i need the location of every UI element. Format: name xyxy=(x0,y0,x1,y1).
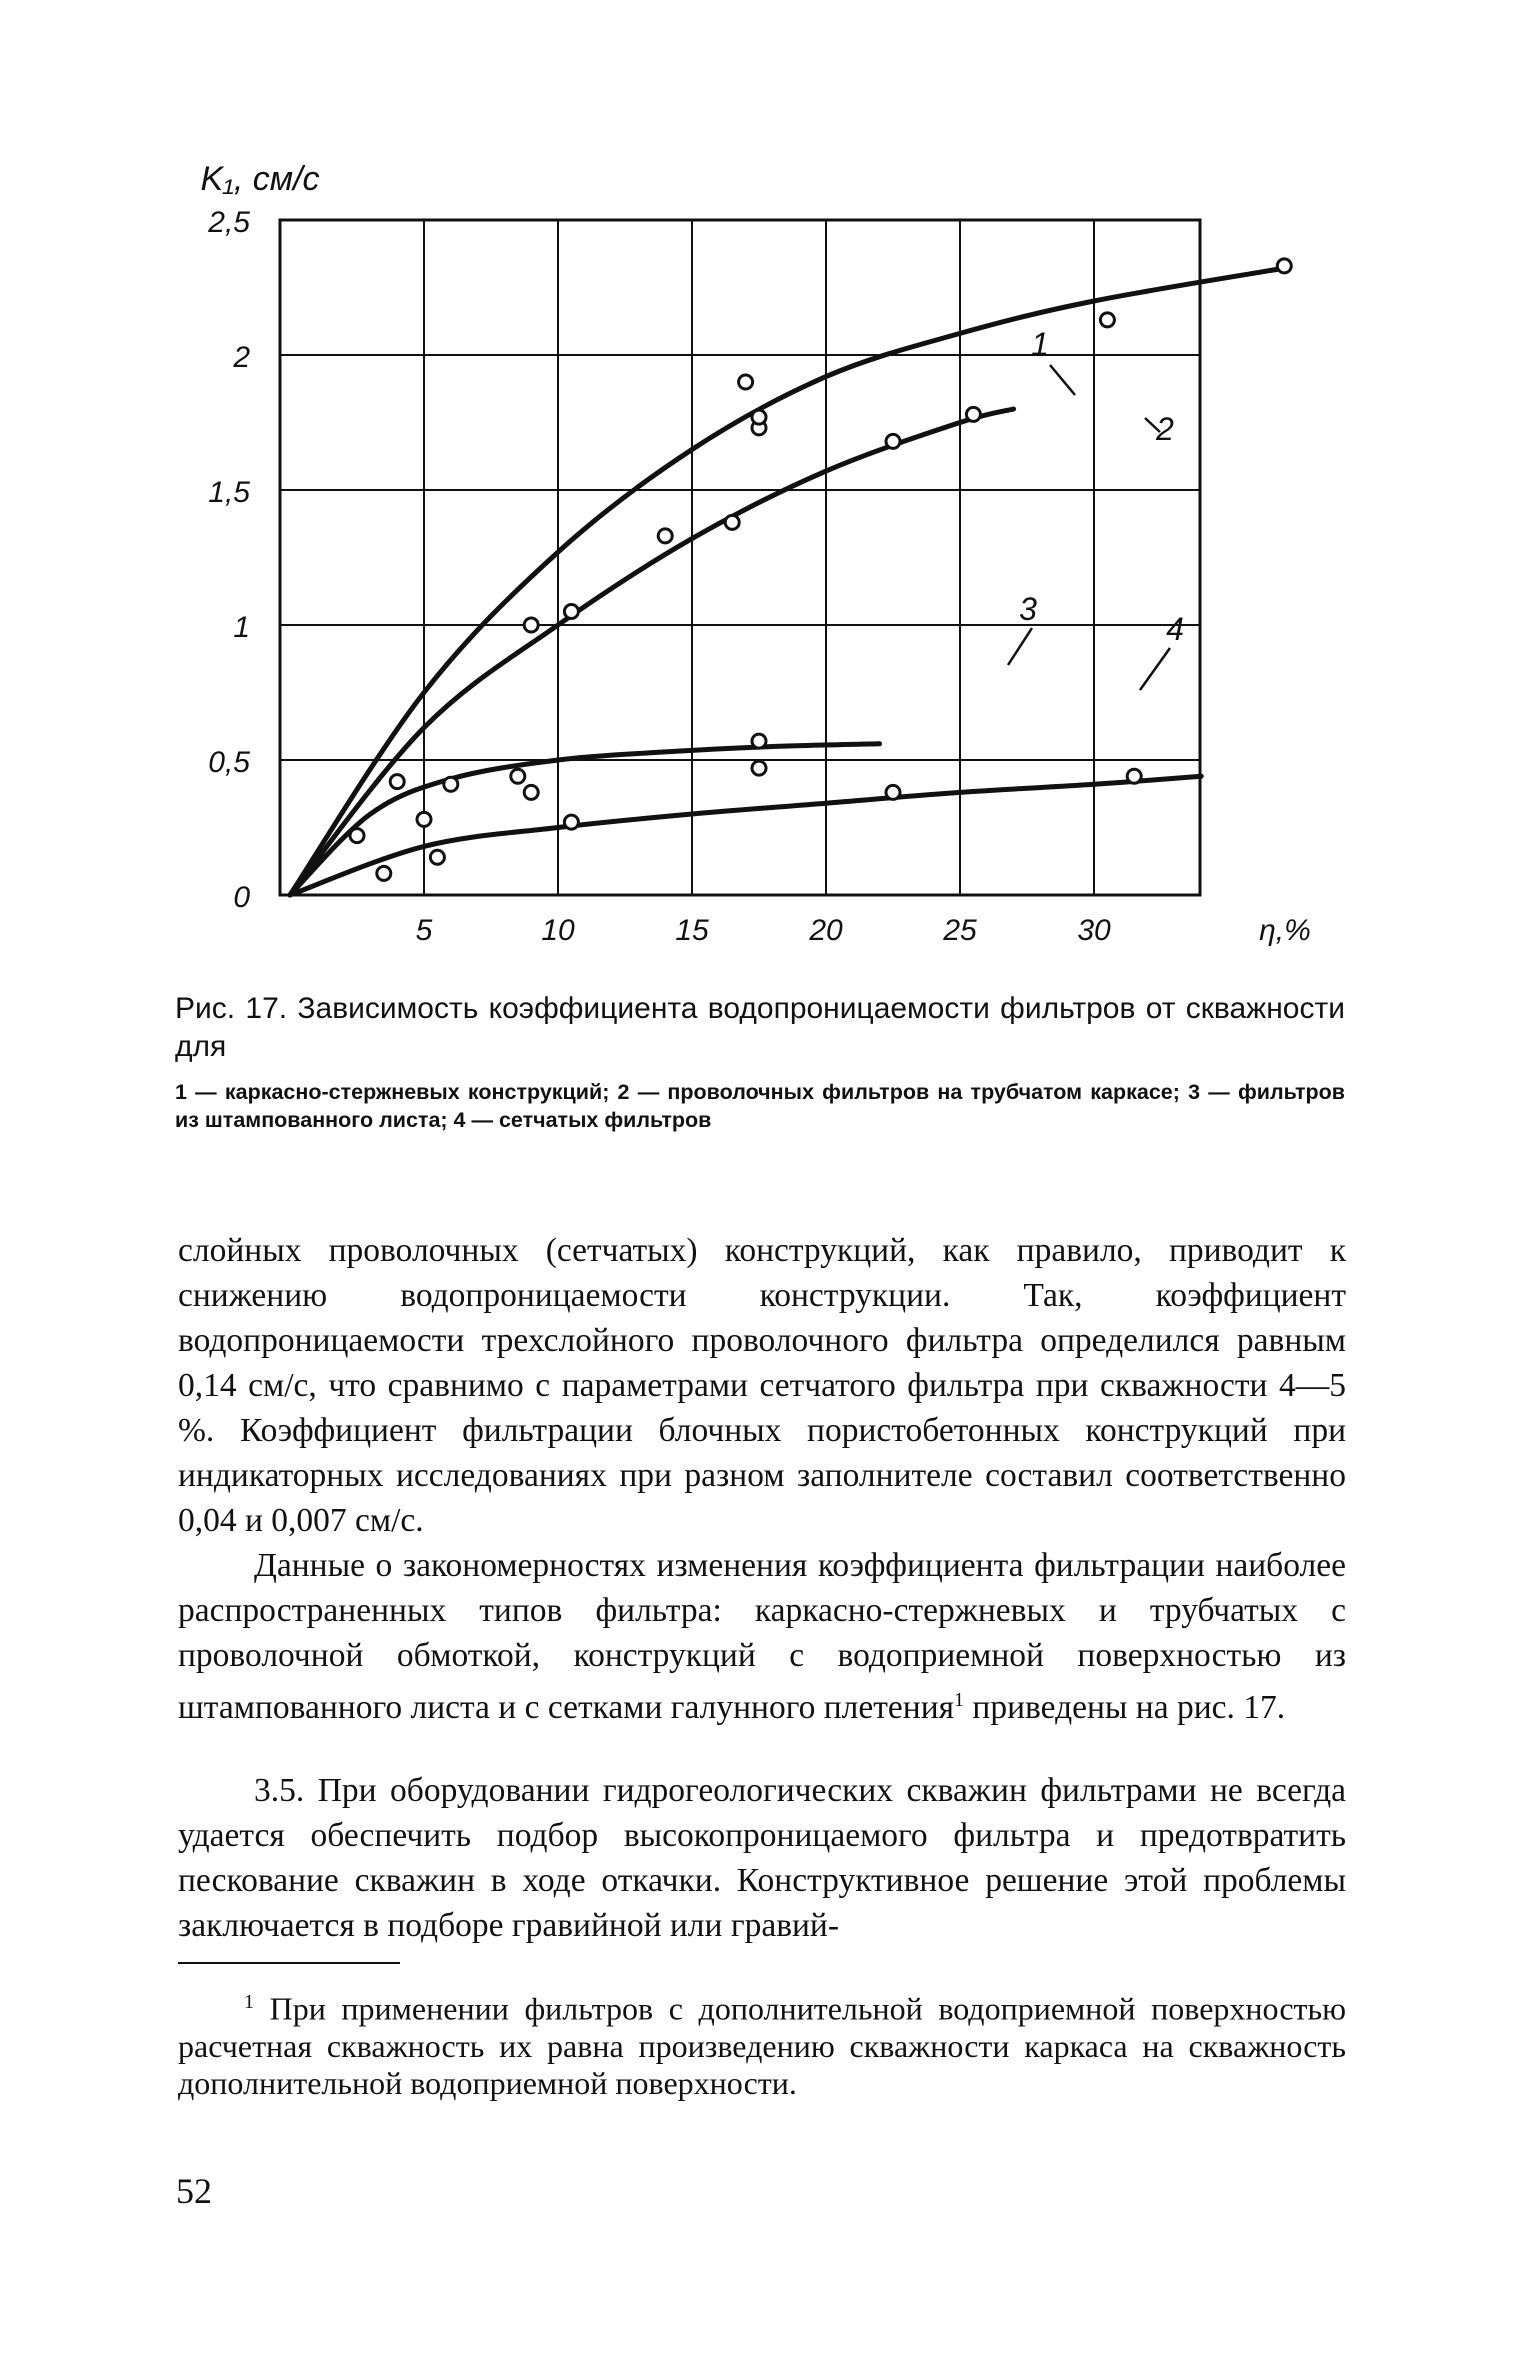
footnote-marker: 1 xyxy=(244,1991,254,2013)
paragraph-2-end: приведены на рис. 17. xyxy=(964,1689,1286,1727)
x-tick-label: 15 xyxy=(675,914,709,947)
y-tick-label: 2,5 xyxy=(208,206,250,239)
caption-prefix: Рис. 17. xyxy=(175,992,288,1025)
body-paragraph-3: 3.5. При оборудовании гидрогеологических скважин фильтрами не всегда удается обеспечить подбор высокопроницаемого фильтра и предотвратить пескование скважин в ходе откачки. Конструктивное решение этой проблемы заключается в подборе гравийной или гравий- xyxy=(178,1772,1346,1944)
series-4-point xyxy=(886,785,900,799)
figure-caption-title xyxy=(175,990,1345,1066)
y-tick-label: 2 xyxy=(233,341,250,374)
series-2-point xyxy=(886,434,900,448)
figure-caption-legend: 1 — каркасно-стержневых конструкций; 2 — проволочных фильтров на трубчатом каркасе; 3 — фильтров из штампованного листа; 4 — сетчатых фильтров xyxy=(175,1080,1345,1132)
series-1-point xyxy=(739,375,753,389)
series-3-point xyxy=(444,777,458,791)
curve-label-1: 1 xyxy=(1031,326,1049,362)
footnote xyxy=(178,1984,1346,2102)
series-1-line xyxy=(290,269,1282,895)
curve-label-leader xyxy=(1140,648,1170,690)
chart-grid xyxy=(280,220,1200,895)
chart-markers xyxy=(350,259,1291,881)
y-tick-label: 1,5 xyxy=(208,476,250,509)
series-2-point xyxy=(725,515,739,529)
x-tick-label: 5 xyxy=(415,914,433,947)
x-tick-label: 20 xyxy=(809,914,843,947)
curve-label-4: 4 xyxy=(1166,611,1184,647)
series-4-point xyxy=(377,866,391,880)
footnote-rule xyxy=(178,1962,400,1964)
series-2-point xyxy=(524,618,538,632)
caption-title-text: Зависимость коэффициента водопроницаемости фильтров от скважности для xyxy=(175,992,1345,1063)
x-tick-label: 10 xyxy=(541,914,575,947)
curve-label-leader xyxy=(1008,628,1032,665)
curve-label-3: 3 xyxy=(1019,591,1037,627)
y-tick-label: 0,5 xyxy=(208,746,250,779)
series-4-line xyxy=(290,776,1201,895)
series-4-point xyxy=(1127,769,1141,783)
chart-labels xyxy=(200,160,1310,947)
paragraph-2-text: Данные о закономерностях изменения коэффициента фильтрации наиболее распространенных типов фильтра: каркасно-стержневых и трубчатых с проволочной обмоткой, конструкций с водоприемной поверхностью из штампованного листа и с сетками галунного плетения xyxy=(178,1547,1346,1727)
series-3-point xyxy=(350,829,364,843)
series-3-point xyxy=(752,734,766,748)
y-axis-label: K₁, см/с xyxy=(200,160,320,198)
series-3-point xyxy=(390,775,404,789)
series-3-point xyxy=(752,761,766,775)
series-4-point xyxy=(430,850,444,864)
series-1-point xyxy=(1100,313,1114,327)
series-4-point xyxy=(564,815,578,829)
curve-label-2: 2 xyxy=(1156,411,1174,447)
series-2-point xyxy=(752,410,766,424)
x-tick-label: 25 xyxy=(943,914,977,947)
x-axis-label: η,% xyxy=(1259,914,1311,947)
figure-17-chart xyxy=(170,150,1370,950)
series-2-point xyxy=(658,529,672,543)
series-2-line xyxy=(290,409,1014,895)
page-number: 52 xyxy=(176,2171,212,2211)
body-paragraph-2 xyxy=(178,1543,1346,1730)
plot-frame xyxy=(280,220,1200,895)
x-tick-label: 30 xyxy=(1077,914,1111,947)
y-tick-label: 1 xyxy=(233,611,250,644)
series-2-point xyxy=(966,407,980,421)
series-2-point xyxy=(564,605,578,619)
chart-curves xyxy=(290,269,1282,895)
series-3-point xyxy=(511,769,525,783)
series-1-point xyxy=(1277,259,1291,273)
footnote-ref: 1 xyxy=(954,1689,965,1711)
series-3-point xyxy=(417,812,431,826)
curve-label-leader xyxy=(1050,365,1075,395)
body-paragraph-1: слойных проволочных (сетчатых) конструкций, как правило, приводит к снижению водопроницаемости конструкции. Так, коэффициент водопроницаемости трехслойного проволочного фильтра определился равным 0,14 см/с, что сравнимо с параметрами сетчатого фильтра при скважности 4—5 %. Коэффициент фильтрации блочных пористобетонных конструкций при индикаторных исследованиях при разном заполнителе составил соответственно 0,04 и 0,007 см/с. xyxy=(178,1232,1346,1539)
footnote-text: При применении фильтров с дополнительной водоприемной поверхностью расчетная скважность их равна произведению скважности каркаса на скважность дополнительной водоприемной поверхности. xyxy=(178,1990,1346,2101)
series-3-point xyxy=(524,785,538,799)
y-tick-label: 0 xyxy=(233,881,250,914)
